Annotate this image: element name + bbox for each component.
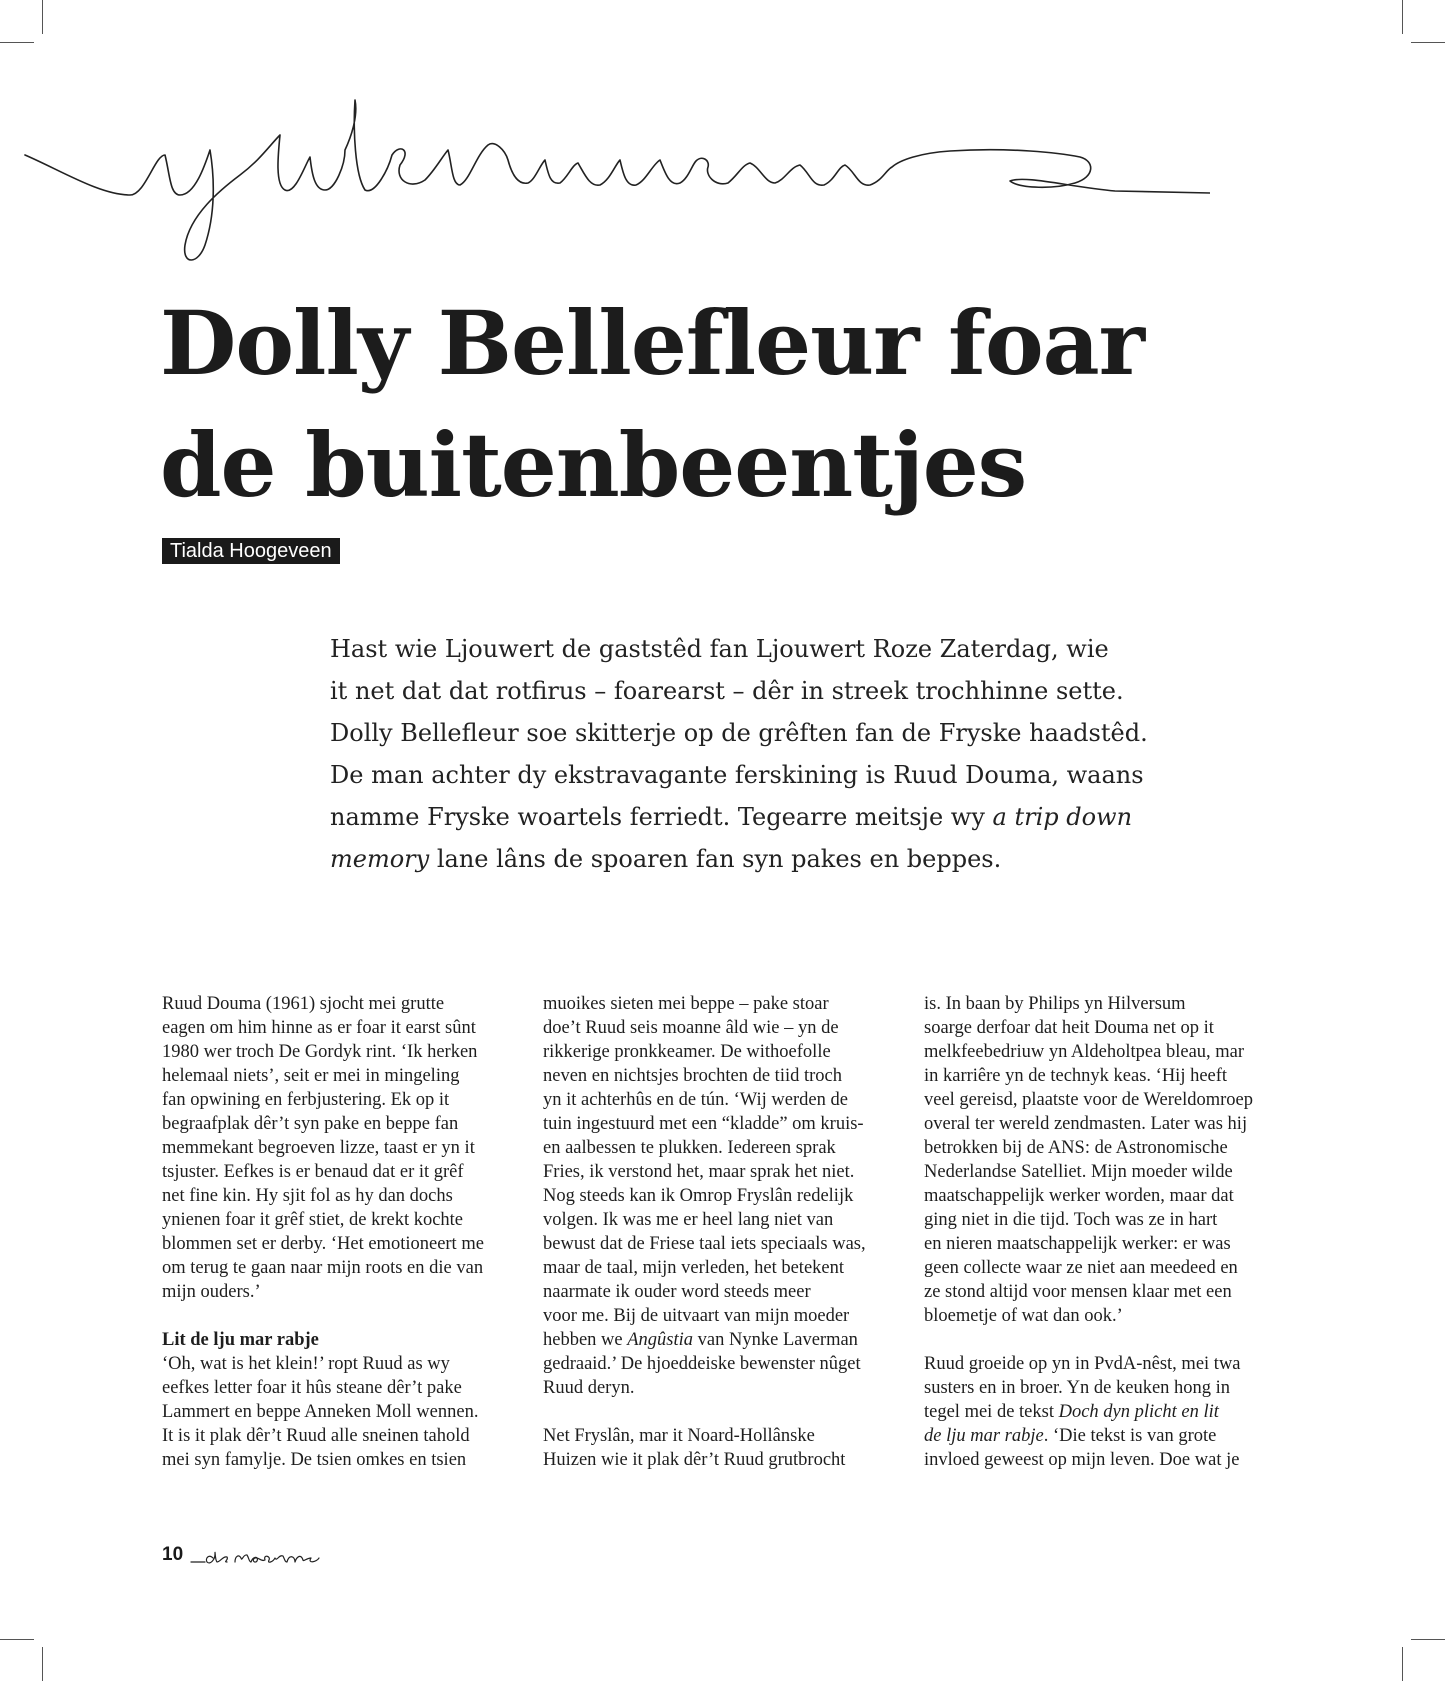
body-line: memmekant begroeven lizze, taast er yn it	[162, 1138, 475, 1158]
body-line: Net Fryslân, mar it Noard-Hollânske	[543, 1426, 815, 1446]
crop-mark	[42, 0, 43, 34]
body-line: is. In baan by Philips yn Hilversum	[924, 994, 1186, 1014]
body-line: betrokken bij de ANS: de Astronomische	[924, 1138, 1228, 1158]
body-line: susters en in broer. Yn de keuken hong in	[924, 1378, 1231, 1398]
body-line: It is it plak dêr’t Ruud alle sneinen tahold	[162, 1426, 470, 1446]
body-text: van Nynke Laverman	[693, 1330, 858, 1350]
crop-mark	[1402, 0, 1403, 34]
body-line	[543, 1328, 913, 1352]
section-label-handwriting	[20, 95, 1210, 275]
page-footer	[162, 1540, 337, 1570]
body-line: melkfeebedriuw yn Aldeholtpea bleau, mar	[924, 1042, 1245, 1062]
body-text: hebben we	[543, 1330, 628, 1350]
body-line: ging niet in die tijd. Toch was ze in hart	[924, 1210, 1218, 1230]
body-line: tuin ingestuurd met een “kladde” om kruis-	[543, 1114, 864, 1134]
body-column-2	[543, 992, 913, 1472]
section-subhead: Lit de lju mar rabje	[162, 1330, 319, 1350]
body-line: Nederlandse Satelliet. Mijn moeder wilde	[924, 1162, 1233, 1182]
body-line: Nog steeds kan ik Omrop Fryslân redelijk	[543, 1186, 854, 1206]
body-line: blommen set er derby. ‘Het emotioneert me	[162, 1234, 484, 1254]
body-line: in karriêre yn de technyk keas. ‘Hij heeft	[924, 1066, 1228, 1086]
intro-line	[330, 838, 1230, 880]
body-line: en nieren maatschappelijk werker: er was	[924, 1234, 1231, 1254]
body-line: 1980 wer troch De Gordyk rint. ‘Ik herken	[162, 1042, 478, 1062]
body-column-3	[924, 992, 1294, 1472]
magazine-logo-handwriting	[187, 1540, 337, 1570]
intro-text: namme Fryske woartels ferriedt. Tegearre meitsje wy	[330, 803, 993, 831]
body-line: veel gereisd, plaatste voor de Wereldomroep	[924, 1090, 1253, 1110]
body-column-1	[162, 992, 532, 1472]
body-line: naarmate ik ouder word steeds meer	[543, 1282, 811, 1302]
body-line: eefkes letter foar it hûs steane dêr’t pake	[162, 1378, 462, 1398]
body-line: Fries, ik verstond het, maar sprak het niet.	[543, 1162, 855, 1182]
crop-mark	[0, 42, 34, 43]
body-line: voor me. Bij de uitvaart van mijn moeder	[543, 1306, 850, 1326]
body-italic: de lju mar rabje	[924, 1426, 1044, 1446]
intro-paragraph	[330, 628, 1230, 880]
crop-mark	[0, 1639, 34, 1640]
body-line: doe’t Ruud seis moanne âld wie – yn de	[543, 1018, 839, 1038]
crop-mark	[42, 1647, 43, 1681]
body-line: volgen. Ik was me er heel lang niet van	[543, 1210, 834, 1230]
intro-line: De man achter dy ekstravagante ferskining is Ruud Douma, waans	[330, 761, 1144, 789]
body-line: muoikes sieten mei beppe – pake stoar	[543, 994, 829, 1014]
body-text: . ‘Die tekst is van grote	[1043, 1426, 1217, 1446]
crop-mark	[1411, 42, 1445, 43]
paragraph-gap	[543, 1400, 913, 1424]
headline-line-2: de buitenbeentjes	[160, 413, 1027, 517]
page-number: 10	[162, 1544, 184, 1565]
body-line: fan opwining en ferbjustering. Ek op it	[162, 1090, 450, 1110]
body-line: maar de taal, mijn verleden, het betekent	[543, 1258, 845, 1278]
body-line: mijn ouders.’	[162, 1282, 261, 1302]
body-line: mei syn famylje. De tsien omkes en tsien	[162, 1450, 467, 1470]
crop-mark	[1402, 1647, 1403, 1681]
body-line: Ruud groeide op yn in PvdA-nêst, mei twa	[924, 1354, 1241, 1374]
author-byline: Tialda Hoogeveen	[162, 538, 340, 564]
body-italic: Doch dyn plicht en lit	[1058, 1402, 1219, 1422]
body-line: gedraaid.’ De hjoeddeiske bewenster nûget	[543, 1354, 861, 1374]
body-line: ynienen foar it grêf stiet, de krekt kochte	[162, 1210, 464, 1230]
body-line: en aalbessen te plukken. Iedereen sprak	[543, 1138, 836, 1158]
body-line: begraafplak dêr’t syn pake en beppe fan	[162, 1114, 459, 1134]
paragraph-gap	[162, 1304, 532, 1328]
body-line: Ruud deryn.	[543, 1378, 635, 1398]
body-line: Huizen wie it plak dêr’t Ruud grutbrocht	[543, 1450, 846, 1470]
body-line: eagen om him hinne as er foar it earst sûnt	[162, 1018, 476, 1038]
intro-italic: a trip down	[992, 803, 1133, 831]
intro-line: Dolly Bellefleur soe skitterje op de grêften fan de Fryske haadstêd.	[330, 719, 1148, 747]
body-line	[924, 1424, 1294, 1448]
body-line: rikkerige pronkkeamer. De withoefolle	[543, 1042, 831, 1062]
headline-line-1: Dolly Bellefleur foar	[160, 291, 1145, 395]
intro-italic: memory	[330, 845, 430, 873]
body-line: helemaal niets’, seit er mei in mingeling	[162, 1066, 460, 1086]
body-line: bloemetje of wat dan ook.’	[924, 1306, 1123, 1326]
body-line: bewust dat de Friese taal iets speciaals was,	[543, 1234, 866, 1254]
body-line	[924, 1400, 1294, 1424]
body-line: soarge derfoar dat heit Douma net op it	[924, 1018, 1214, 1038]
paragraph-gap	[924, 1328, 1294, 1352]
intro-line: Hast wie Ljouwert de gaststêd fan Ljouwert Roze Zaterdag, wie	[330, 635, 1109, 663]
body-line: geen collecte waar ze niet aan meedeed en	[924, 1258, 1238, 1278]
intro-line	[330, 796, 1230, 838]
crop-mark	[1411, 1639, 1445, 1640]
body-italic: Angûstia	[627, 1330, 694, 1350]
body-line: invloed geweest op mijn leven. Doe wat je	[924, 1450, 1240, 1470]
body-line: maatschappelijk werker worden, maar dat	[924, 1186, 1234, 1206]
intro-line: it net dat dat rotfirus – foarearst – dêr in streek trochhinne sette.	[330, 677, 1124, 705]
body-line: Ruud Douma (1961) sjocht mei grutte	[162, 994, 445, 1014]
body-text: tegel mei de tekst	[924, 1402, 1059, 1422]
body-line: om terug te gaan naar mijn roots en die van	[162, 1258, 484, 1278]
headline	[160, 282, 1260, 526]
intro-text: lane lâns de spoaren fan syn pakes en beppes.	[429, 845, 1002, 873]
body-line: net fine kin. Hy sjit fol as hy dan dochs	[162, 1186, 453, 1206]
body-line: Lammert en beppe Anneken Moll wennen.	[162, 1402, 479, 1422]
body-line: tsjuster. Eefkes is er benaud dat er it grêf	[162, 1162, 464, 1182]
body-line: ‘Oh, wat is het klein!’ ropt Ruud as wy	[162, 1354, 450, 1374]
body-line: neven en nichtsjes brochten de tiid troch	[543, 1066, 842, 1086]
body-line: yn it achterhûs en de tún. ‘Wij werden de	[543, 1090, 848, 1110]
body-line: ze stond altijd voor mensen klaar met een	[924, 1282, 1232, 1302]
body-line: overal ter wereld zendmasten. Later was hij	[924, 1114, 1248, 1134]
